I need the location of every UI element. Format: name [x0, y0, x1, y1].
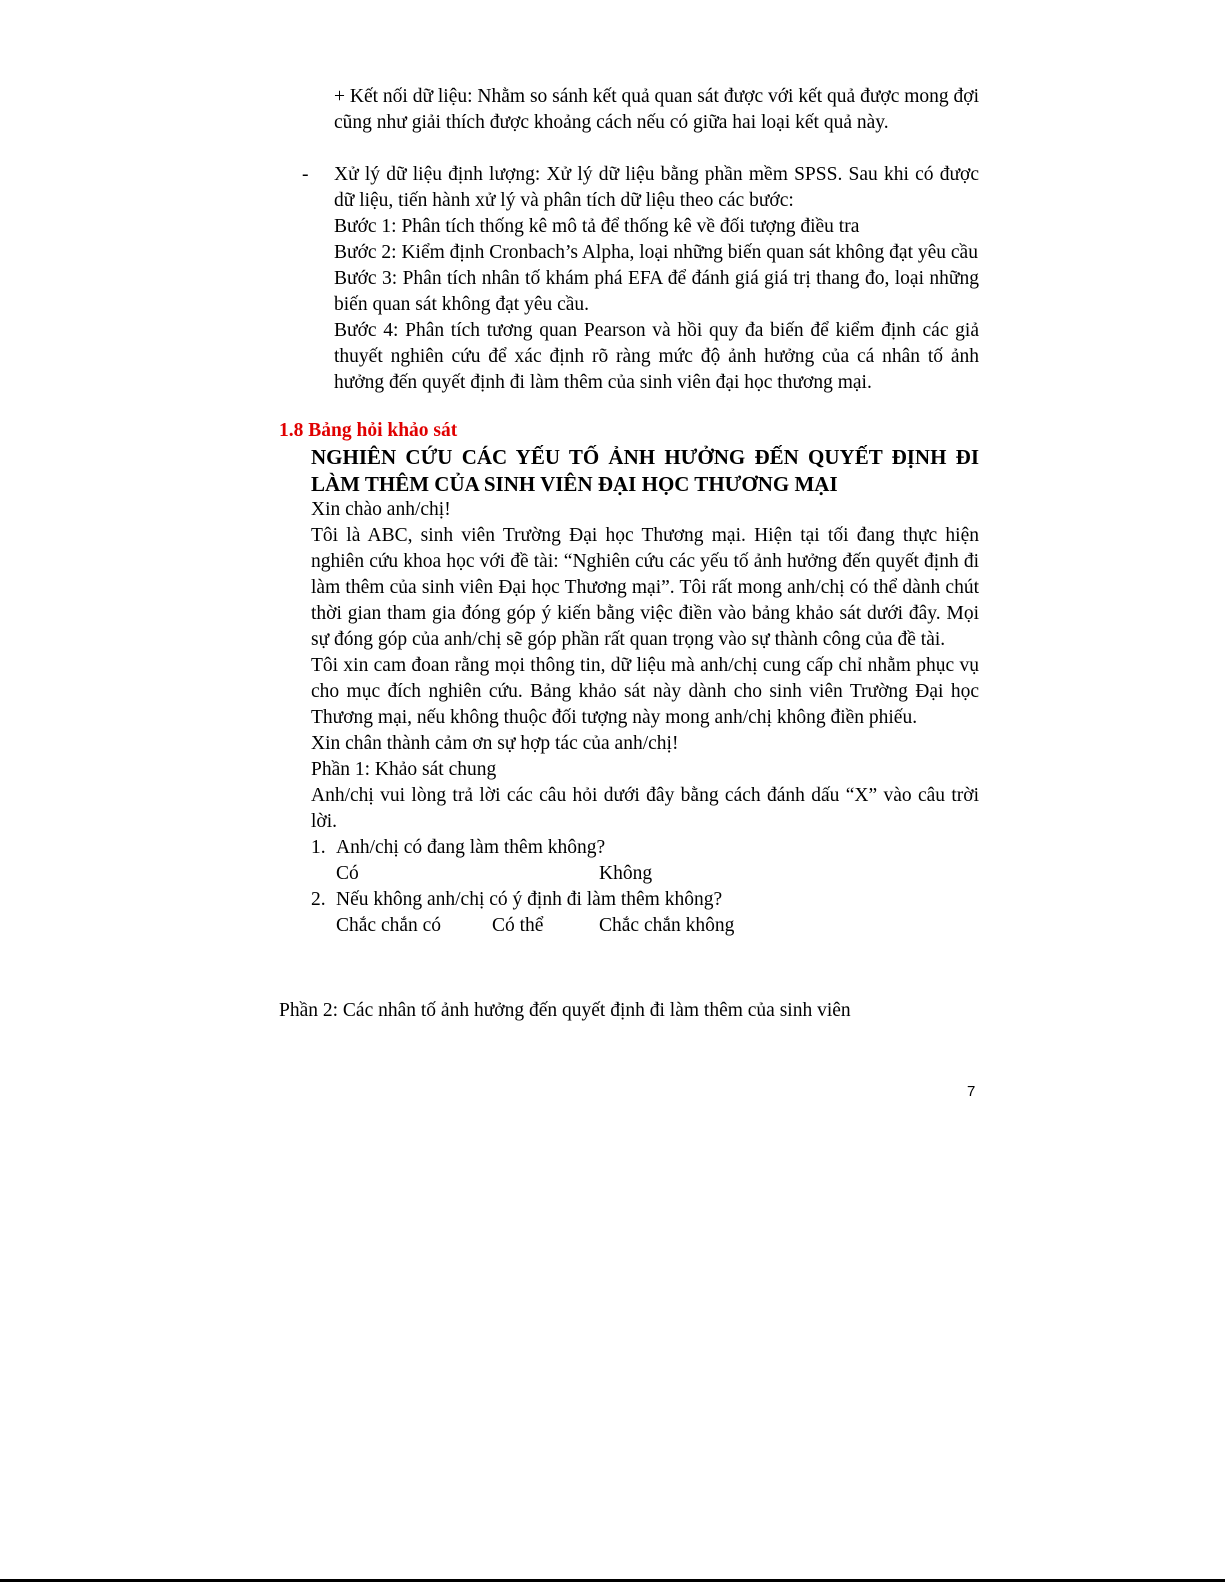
- question-1-options: [311, 861, 979, 887]
- question-text: Anh/chị có đang làm thêm không?: [336, 837, 606, 858]
- survey-thanks: Xin chân thành cảm ơn sự hợp tác của anh/chị!: [311, 733, 679, 754]
- question-2-options: [311, 913, 979, 939]
- option-khong[interactable]: Không: [599, 863, 653, 884]
- page-number: 7: [967, 1083, 976, 1100]
- step-4-text: Bước 4: Phân tích tương quan Pearson và hồi quy đa biến để kiểm định các giả thuyết nghiên cứu để xác định rõ ràng mức độ ảnh hưởng của cá nhân tố ảnh hưởng đến quyết định đi làm thêm của sinh viên đại học thương mại.: [334, 320, 979, 393]
- option-co-the[interactable]: Có thể: [492, 915, 544, 936]
- question-text: Nếu không anh/chị có ý định đi làm thêm không?: [336, 889, 723, 910]
- step-1-text: Bước 1: Phân tích thống kê mô tả để thống kê về đối tượng điều tra: [334, 216, 860, 237]
- question-1: [311, 835, 979, 861]
- survey-intro-paragraph: Tôi là ABC, sinh viên Trường Đại học Thương mại. Hiện tại tối đang thực hiện nghiên cứu khoa học với đề tài: “Nghiên cứu các yếu tố ảnh hưởng đến quyết định đi làm thêm của sinh viên Đại học Thương mại”. Tôi rất mong anh/chị có thể dành chút thời gian tham gia đóng góp ý kiến bằng việc điền vào bảng khảo sát dưới đây. Mọi sự đóng góp của anh/chị sẽ góp phần rất quan trọng vào sự thành công của đề tài.: [311, 525, 979, 650]
- step-3-text: Bước 3: Phân tích nhân tố khám phá EFA để đánh giá giá trị thang đo, loại những biến quan sát không đạt yêu cầu.: [334, 268, 979, 315]
- part2-title: Phần 2: Các nhân tố ảnh hưởng đến quyết định đi làm thêm của sinh viên: [279, 1000, 851, 1021]
- section-heading: 1.8 Bảng hỏi khảo sát: [279, 420, 458, 441]
- survey-title: NGHIÊN CỨU CÁC YẾU TỐ ẢNH HƯỞNG ĐẾN QUYẾT ĐỊNH ĐI LÀM THÊM CỦA SINH VIÊN ĐẠI HỌC THƯƠNG MẠI: [311, 445, 979, 496]
- option-co[interactable]: Có: [336, 863, 359, 884]
- question-number: 1.: [311, 837, 326, 858]
- step-2-text: Bước 2: Kiểm định Cronbach’s Alpha, loại những biến quan sát không đạt yêu cầu: [334, 242, 978, 263]
- option-chac-chan-khong[interactable]: Chắc chắn không: [599, 915, 735, 936]
- ket-noi-du-lieu-paragraph: + Kết nối dữ liệu: Nhằm so sánh kết quả quan sát được với kết quả được mong đợi cũng như giải thích được khoảng cách nếu có giữa hai loại kết quả này.: [334, 86, 980, 133]
- survey-commitment-paragraph: Tôi xin cam đoan rằng mọi thông tin, dữ liệu mà anh/chị cung cấp chỉ nhằm phục vụ cho mục đích nghiên cứu. Bảng khảo sát này dành cho sinh viên Trường Đại học Thương mại, nếu không thuộc đối tượng này mong anh/chị không điền phiếu.: [311, 655, 979, 728]
- bullet-dash: -: [302, 164, 309, 185]
- survey-body: [311, 497, 979, 939]
- bullet-body: [334, 162, 979, 396]
- bullet-intro-text: Xử lý dữ liệu định lượng: Xử lý dữ liệu bằng phần mềm SPSS. Sau khi có được dữ liệu, tiến hành xử lý và phân tích dữ liệu theo các bước:: [334, 164, 979, 211]
- bottom-border-line: [0, 1579, 1225, 1582]
- part1-instruction: Anh/chị vui lòng trả lời các câu hỏi dưới đây bằng cách đánh dấu “X” vào câu trời lời.: [311, 785, 979, 832]
- part1-title: Phần 1: Khảo sát chung: [311, 759, 497, 780]
- question-number: 2.: [311, 889, 326, 910]
- option-chac-chan-co[interactable]: Chắc chắn có: [336, 915, 442, 936]
- survey-greeting: Xin chào anh/chị!: [311, 499, 451, 520]
- question-2: [311, 887, 979, 913]
